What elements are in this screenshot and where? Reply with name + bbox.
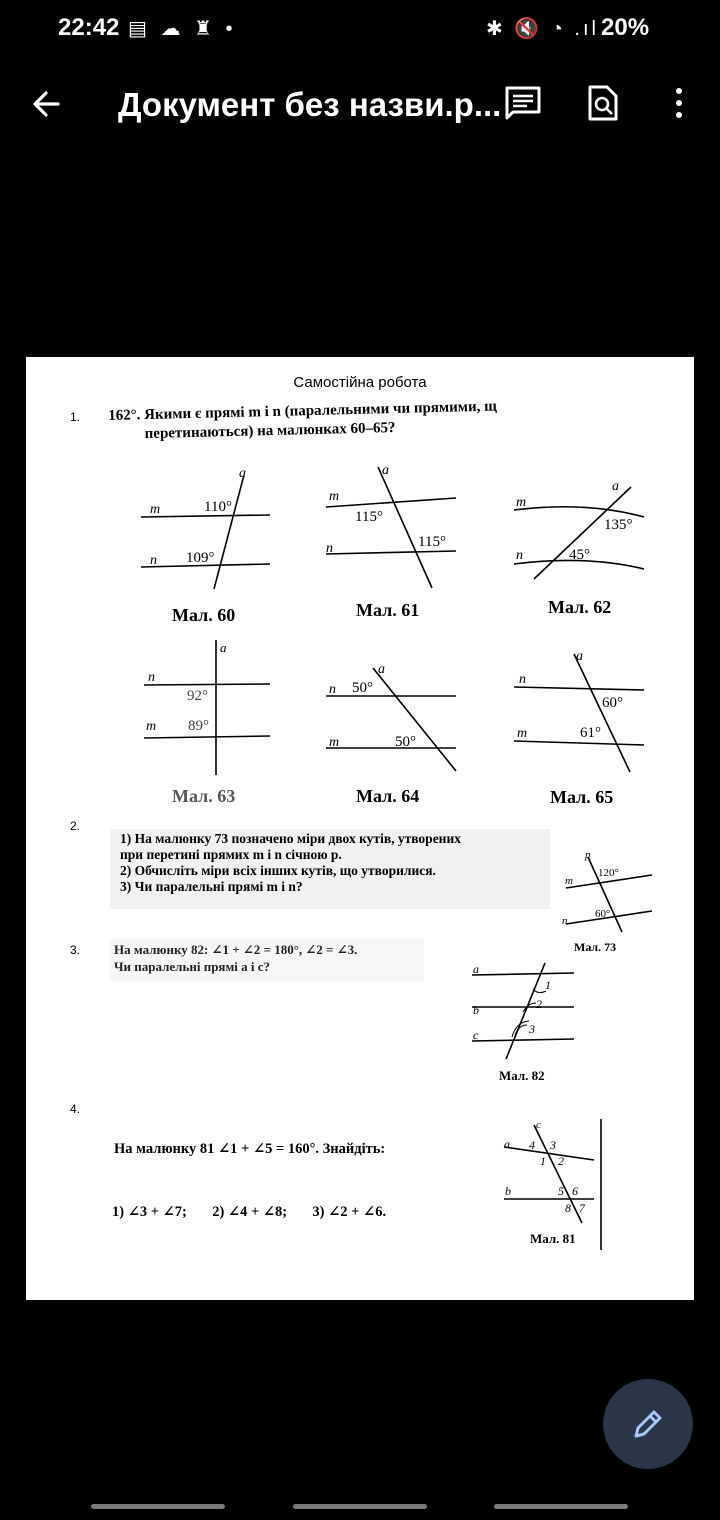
caption-mal-81: Мал. 81 [530, 1231, 576, 1246]
figure-64 [326, 668, 456, 771]
fig65-angle1: 60° [602, 695, 623, 711]
item-number-1: 1. [70, 410, 81, 424]
caption-mal-60: Мал. 60 [172, 605, 236, 625]
nav-home[interactable] [293, 1504, 427, 1509]
figure-82 [472, 963, 574, 1059]
fig63-n: n [148, 670, 155, 685]
page-title: Самостійна робота [293, 374, 427, 391]
fig81-1: 1 [540, 1154, 546, 1168]
more-options-button[interactable] [664, 84, 694, 122]
fig81-6: 6 [572, 1184, 578, 1198]
fig60-a: a [239, 466, 246, 481]
caption-mal-61: Мал. 61 [356, 600, 420, 620]
fig62-a: a [612, 479, 619, 494]
fig63-a: a [220, 640, 227, 655]
find-in-document-icon [584, 84, 622, 122]
fig81-3: 3 [550, 1138, 556, 1152]
back-button[interactable] [28, 84, 68, 124]
problem-2-block: 1) На малюнку 73 позначено міри двох кутів, утворених при перетині прямих m і n січною p. 2) Обчисліть міри всіх інших кутів, що утворилися. 3) Чи паралельні прямі m і n? [110, 829, 550, 909]
fig62-m: m [516, 495, 527, 510]
fig81-5: 5 [558, 1184, 564, 1198]
problem-162-text: 162°. Якими є прямі m і n (паралельними чи прямими, щ перетинаються) на малюнках 60–65? [108, 398, 498, 443]
item-number-3: 3. [70, 943, 81, 957]
fig62-angle2: 45° [569, 547, 590, 563]
fig81-a: a [504, 1137, 510, 1151]
fig81-4: 4 [529, 1138, 535, 1152]
comments-button[interactable] [504, 84, 542, 122]
fig65-a: a [576, 649, 583, 664]
fig63-angle1: 92° [187, 688, 208, 704]
fig64-a: a [378, 662, 385, 677]
fig61-n: n [326, 541, 333, 556]
nav-recents[interactable] [91, 1504, 225, 1509]
caption-mal-65: Мал. 65 [550, 787, 614, 807]
fig82-1: 1 [545, 978, 551, 992]
fig73-m: m [565, 875, 573, 887]
caption-mal-63: Мал. 63 [172, 786, 236, 806]
fig61-angle1: 115° [355, 509, 383, 525]
fig61-a: a [382, 463, 389, 478]
fig61-m: m [329, 489, 340, 504]
status-left-icons: ▤ ☁ ♜ • [128, 18, 237, 40]
fig60-angle2: 109° [186, 550, 215, 566]
fig60-angle1: 110° [204, 499, 232, 515]
figure-61 [326, 467, 456, 588]
fig73-n: n [562, 915, 568, 927]
document-page[interactable] [26, 357, 694, 1300]
nav-back[interactable] [494, 1504, 628, 1509]
status-right-icons: ✱ 🔇 ◔ .ıl [486, 18, 599, 40]
fig64-angle2: 50° [395, 734, 416, 750]
figure-60 [141, 475, 270, 589]
fig81-c: c [536, 1119, 541, 1131]
problem-3-block: На малюнку 82: ∠1 + ∠2 = 180°, ∠2 = ∠3. Чи паралельні прямі a і c? [110, 939, 424, 981]
fig73-p: p [585, 849, 591, 861]
fig65-m: m [517, 726, 528, 741]
fig81-2: 2 [558, 1154, 564, 1168]
fig81-8: 8 [565, 1201, 571, 1215]
fig73-angle1: 120° [598, 867, 619, 879]
back-arrow-icon [28, 84, 68, 124]
fig82-b: b [473, 1003, 479, 1017]
fig73-angle2: 60° [595, 908, 611, 920]
comments-icon [504, 84, 542, 122]
fig82-c: c [473, 1028, 479, 1042]
more-vert-icon [664, 84, 694, 122]
fig65-angle2: 61° [580, 725, 601, 741]
fig82-a: a [473, 962, 479, 976]
fig63-m: m [146, 719, 157, 734]
pencil-edit-icon [630, 1406, 666, 1442]
fig81-b: b [505, 1184, 511, 1198]
problem-4-text: На малюнку 81 ∠1 + ∠5 = 160°. Знайдіть: 1) ∠3 + ∠7; 2) ∠4 + ∠8; 3) ∠2 + ∠6. [112, 1141, 387, 1220]
fig62-angle1: 135° [604, 517, 633, 533]
figure-63 [144, 640, 270, 775]
fig82-3: 3 [529, 1022, 535, 1036]
caption-mal-82: Мал. 82 [499, 1068, 545, 1083]
fig64-n: n [329, 682, 336, 697]
caption-mal-64: Мал. 64 [356, 786, 420, 806]
fig82-2: 2 [536, 997, 542, 1011]
fig62-n: n [516, 548, 523, 563]
fig65-n: n [519, 672, 526, 687]
caption-mal-62: Мал. 62 [548, 597, 612, 617]
fig61-angle2: 115° [418, 534, 446, 550]
item-number-2: 2. [70, 819, 81, 833]
document-title: Документ без назви.р... [118, 86, 502, 123]
fig64-angle1: 50° [352, 680, 373, 696]
fig64-m: m [329, 735, 340, 750]
caption-mal-73: Мал. 73 [574, 940, 617, 954]
battery-percent: 20% [601, 14, 650, 41]
item-number-4: 4. [70, 1102, 81, 1116]
figure-65 [514, 654, 644, 772]
edit-button[interactable] [603, 1379, 693, 1469]
fig60-n: n [150, 553, 157, 568]
find-in-document-button[interactable] [584, 84, 622, 122]
fig81-7: 7 [579, 1201, 585, 1215]
figure-62 [514, 487, 644, 579]
status-time: 22:42 [58, 14, 120, 41]
fig63-angle2: 89° [188, 718, 209, 734]
fig60-m: m [150, 502, 161, 517]
